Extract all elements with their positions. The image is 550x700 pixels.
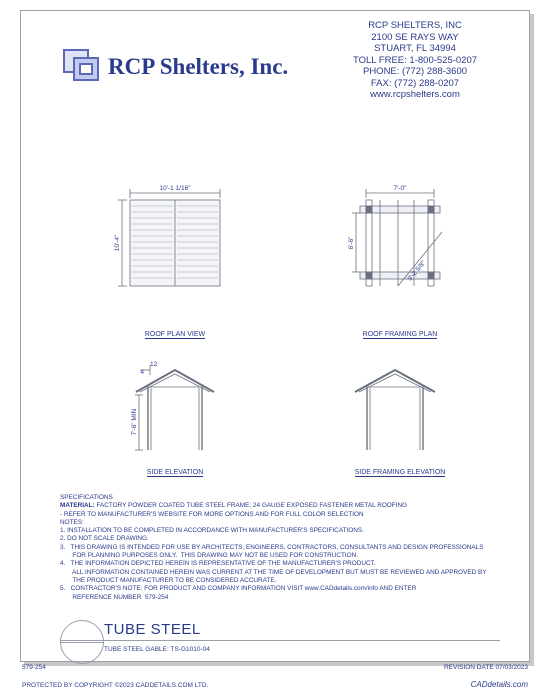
drawing-title: TUBE STEEL [104, 621, 201, 638]
roof-framing-drawing [352, 189, 442, 286]
side-framing-drawing [355, 370, 435, 450]
caddetails-brand[interactable]: CADdetails.com [470, 680, 528, 689]
specs-heading: SPECIFICATIONS [60, 494, 113, 501]
height-dim: 7'-6" MIN [131, 408, 138, 436]
note-line: 1. INSTALLATION TO BE COMPLETED IN ACCORDANCE WITH MANUFACTURER'S SPECIFICATIONS. [60, 527, 364, 535]
note-line: FOR PLANNING PURPOSES ONLY. THIS DRAWING MAY NOT BE USED FOR CONSTRUCTION. [60, 552, 359, 560]
pitch-run-label: 12 [150, 361, 158, 368]
framing-diag-dim: 9'-2 5/8" [406, 259, 428, 283]
roof-plan-depth-dim: 10'-4" [114, 234, 121, 252]
note-line: ALL INFORMATION CONTAINED HEREIN WAS CURRENT AT THE TIME OF DEVELOPMENT BUT MUST BE REVIEWED AND APPROVED BY [60, 568, 487, 576]
framing-depth-dim: 6'-6" [348, 236, 355, 250]
notes-heading: NOTES: [60, 518, 84, 526]
side-elevation-caption: SIDE ELEVATION [146, 469, 204, 476]
roof-framing-caption: ROOF FRAMING PLAN [362, 331, 438, 338]
material-label: MATERIAL: [60, 502, 95, 510]
material-note: - REFER TO MANUFACTURER'S WEBSITE FOR MORE OPTIONS AND FOR FULL COLOR SELECTION [60, 510, 364, 518]
material-text: FACTORY POWDER COATED TUBE STEEL FRAME; 24 GAUGE EXPOSED FASTENER METAL ROOFING [96, 502, 408, 510]
framing-width-dim: 7'-0" [393, 185, 407, 192]
note-line: 2. DO NOT SCALE DRAWING. [60, 535, 149, 543]
roof-plan-drawing [118, 189, 220, 286]
address-line: TOLL FREE: 1-800-525-0207 [352, 54, 478, 66]
website-link[interactable]: www.rcpshelters.com [370, 89, 460, 100]
drawing-subtitle: TUBE STEEL GABLE: TS-G1010-04 [104, 646, 210, 653]
title-rule [60, 640, 500, 641]
side-framing-caption: SIDE FRAMING ELEVATION [354, 469, 446, 476]
revision-date: REVISION DATE 07/03/2023 [443, 664, 528, 671]
side-elevation-drawing [135, 365, 214, 450]
copyright-notice: PROTECTED BY COPYRIGHT ©2023 CADDETAILS.COM LTD. [22, 682, 209, 689]
address-line: FAX: (772) 288-0207 [370, 77, 460, 89]
address-line: RCP SHELTERS, INC [368, 20, 462, 31]
note-line: 3. THIS DRAWING IS INTENDED FOR USE BY ARCHITECTS, ENGINEERS, CONTRACTORS, CONSULTANTS AND DESIGN PROFESSIONALS [60, 543, 484, 551]
material-line [60, 502, 510, 510]
address-line: 2100 SE RAYS WAY [371, 31, 459, 43]
company-name: RCP Shelters, Inc. [108, 54, 289, 79]
pitch-rise-label: 4 [140, 369, 144, 376]
note-line: 4. THE INFORMATION DEPICTED HEREIN IS REPRESENTATIVE OF THE MANUFACTURER'S PRODUCT. [60, 560, 376, 568]
roof-plan-caption: ROOF PLAN VIEW [144, 331, 206, 338]
address-line: STUART, FL 34994 [374, 43, 456, 54]
address-line: PHONE: (772) 288-3600 [362, 66, 468, 77]
specifications-block [60, 494, 510, 602]
roof-plan-width-dim: 10'-1 1/16" [159, 185, 191, 192]
title-circle-divider [60, 642, 104, 643]
note-line: 5. CONTRACTOR'S NOTE: FOR PRODUCT AND COMPANY INFORMATION VISIT www.CADdetails.com/info AND ENTER [60, 585, 417, 593]
reference-number: 579-254 [22, 664, 46, 671]
note-line: REFERENCE NUMBER 579-254 [60, 593, 169, 601]
note-line: THE PRODUCT MANUFACTURER TO BE CONSIDERED ACCURATE. [60, 576, 277, 584]
